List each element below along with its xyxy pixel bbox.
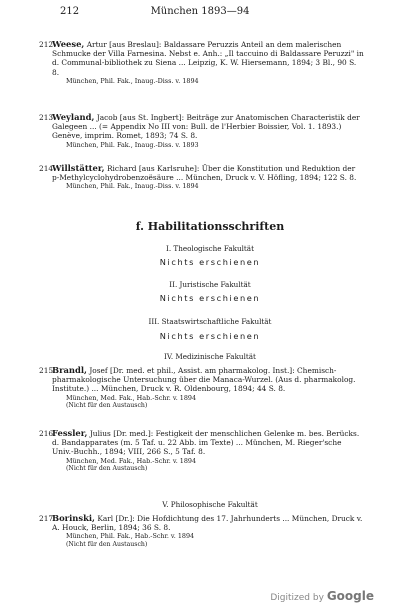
nothing-published-economics: Nichts erschienen: [159, 331, 261, 341]
section-title: f. Habilitationsschriften: [135, 220, 285, 233]
faculty-medicine: IV. Medizinische Fakultät: [164, 352, 256, 361]
google-logo-text: Google: [326, 589, 374, 603]
faculty-economics: III. Staatswirtschaftliche Fakultät: [148, 317, 272, 326]
running-title: München 1893—94: [150, 6, 250, 17]
entry-216: [39, 428, 364, 474]
entry-text: Josef [Dr. med. et phil., Assist. am pharmakolog. Inst.]: Chemisch-pharmakologische Untersuchung über die Manaca-Wurzel. (Aus d. pharmakolog. Institute.) ... München, Druck v. R. Oldenbourg, 1894; 44 S. 8.: [52, 366, 356, 394]
entry-number: 212: [39, 40, 54, 49]
nothing-published-theology: Nichts erschienen: [159, 257, 261, 267]
entry-text: Artur [aus Breslau]: Baldassare Peruzzis Anteil an dem malerischen Schmucke der Villa Farnesina. Nebst e. Anh.: „Il taccuino di Baldassare Peruzzi" in d. Communal-bibliothek zu Siena ... Leipzig, K. W. Hiersemann, 1894; 3 Bl., 90 S. 8.: [52, 40, 364, 77]
entry-213: [39, 112, 364, 149]
entry-text: Karl [Dr.]: Die Hofdichtung des 17. Jahrhunderts ... München, Druck v. A. Houck, Berlin, 1894; 36 S. 8.: [52, 514, 363, 533]
faculty-philosophy: V. Philosophische Fakultät: [162, 500, 258, 509]
entry-212: [39, 39, 364, 85]
entry-subline: München, Med. Fak., Hab.-Schr. v. 1894: [66, 393, 197, 402]
entry-note: (Nicht für den Austausch): [66, 402, 148, 410]
entry-subline: München, Phil. Fak., Inaug.-Diss. v. 1893: [66, 140, 199, 149]
entry-text: Richard [aus Karlsruhe]: Über die Konstitution und Reduktion der p-Methylcyclohydrobenzoësäure ... München, Druck v. V. Höfling, 1894; 122 S. 8.: [52, 164, 357, 183]
entry-number: 216: [39, 429, 54, 438]
faculty-theology: I. Theologische Fakultät: [166, 244, 254, 253]
author-name: Weese,: [52, 39, 85, 49]
entry-number: 217: [39, 514, 54, 523]
author-name: Borinski,: [52, 513, 95, 523]
watermark-prefix: Digitized by: [270, 593, 324, 603]
entry-number: 214: [39, 164, 54, 173]
entry-number: 215: [39, 366, 54, 375]
entry-215: [39, 365, 364, 411]
author-name: Willstätter,: [52, 163, 105, 173]
entry-subline: München, Phil. Fak., Inaug.-Diss. v. 1894: [66, 76, 199, 85]
author-name: Weyland,: [52, 112, 95, 122]
entry-subline: München, Med. Fak., Hab.-Schr. v. 1894: [66, 456, 197, 465]
page-header: [60, 6, 340, 22]
author-name: Brandl,: [52, 365, 87, 375]
entry-number: 213: [39, 113, 54, 122]
entry-217: [39, 513, 364, 549]
entry-text: Julius [Dr. med.]: Festigkeit der menschlichen Gelenke m. bes. Berücks. d. Bandapparates (m. 5 Taf. u. 22 Abb. im Texte) ... München, M. Rieger'sche Univ.-Buchh., 1894; VIII, 266 S., 5 Taf. 8.: [52, 429, 360, 457]
entry-214: [39, 163, 364, 191]
page-number: 212: [60, 6, 80, 17]
entry-note: (Nicht für den Austausch): [66, 541, 148, 548]
entry-subline: München, Phil. Fak., Inaug.-Diss. v. 1894: [66, 182, 199, 191]
digitized-watermark: [270, 589, 374, 603]
author-name: Fessler,: [52, 428, 88, 438]
entry-note: (Nicht für den Austausch): [66, 465, 148, 473]
entry-text: Jacob [aus St. Ingbert]: Beiträge zur Anatomischen Characteristik der Galegeen ... (= Appendix No III von: Bull. de l'Herbier Boissier, Vol. 1. 1893.) Genève, imprim. Romet, 1893; 74 S. 8.: [52, 113, 360, 141]
nothing-published-law: Nichts erschienen: [159, 293, 261, 303]
faculty-law: II. Juristische Fakultät: [169, 280, 251, 289]
entry-subline: München, Phil. Fak., Hab.-Schr. v. 1894: [66, 532, 195, 541]
